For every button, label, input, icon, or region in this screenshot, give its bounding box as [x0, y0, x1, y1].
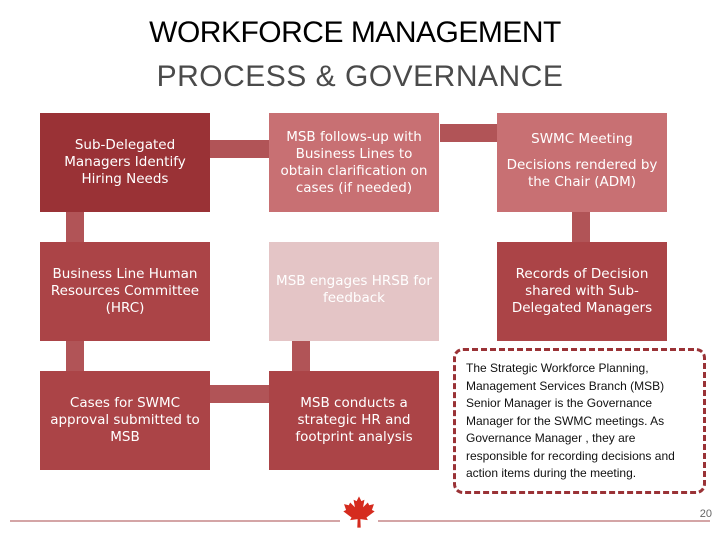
- connector-1-2: [210, 140, 270, 158]
- connector-4-7: [66, 341, 84, 371]
- step-identify-hiring-needs-text: Sub-Delegated Managers Identify Hiring Needs: [64, 137, 186, 187]
- step-swmc-meeting-title: SWMC Meeting: [531, 131, 633, 147]
- step-identify-hiring-needs: [40, 113, 210, 212]
- step-swmc-meeting: [497, 113, 667, 212]
- page-subtitle: PROCESS & GOVERNANCE: [156, 60, 564, 93]
- step-records-of-decision: [497, 242, 667, 341]
- step-hr-committee: [40, 242, 210, 341]
- step-msb-follow-up: [269, 113, 439, 212]
- step-msb-engages-hrsb-text: MSB engages HRSB for feedback: [276, 273, 432, 306]
- governance-note-text: The Strategic Workforce Planning, Management Services Branch (MSB) Senior Manager is the Governance Manager for the SWMC meetings. As Governance Manager , they are responsible for recording decisions and action items during the meeting.: [466, 361, 675, 480]
- step-swmc-meeting-detail: Decisions rendered by the Chair (ADM): [506, 157, 658, 190]
- step-cases-submitted-text: Cases for SWMC approval submitted to MSB: [50, 395, 200, 445]
- step-cases-submitted: [40, 371, 210, 470]
- connector-7-8: [210, 385, 270, 403]
- footer-divider-left: [10, 520, 340, 522]
- step-msb-analysis-text: MSB conducts a strategic HR and footprint analysis: [295, 395, 413, 445]
- page-title: WORKFORCE MANAGEMENT: [149, 16, 561, 49]
- connector-5-8: [292, 341, 310, 371]
- step-records-of-decision-text: Records of Decision shared with Sub-Delegated Managers: [511, 266, 653, 316]
- step-msb-follow-up-text: MSB follows-up with Business Lines to obtain clarification on cases (if needed): [280, 128, 428, 196]
- footer-divider-right: [378, 520, 710, 522]
- connector-1-4: [66, 212, 84, 242]
- maple-leaf-icon: [342, 495, 376, 529]
- governance-note: [453, 348, 706, 494]
- step-msb-analysis: [269, 371, 439, 470]
- connector-3-6: [572, 212, 590, 242]
- step-hr-committee-text: Business Line Human Resources Committee (HRC): [50, 266, 200, 316]
- page-number: 20: [699, 508, 712, 520]
- connector-2-3: [440, 124, 500, 142]
- step-msb-engages-hrsb: [269, 242, 439, 341]
